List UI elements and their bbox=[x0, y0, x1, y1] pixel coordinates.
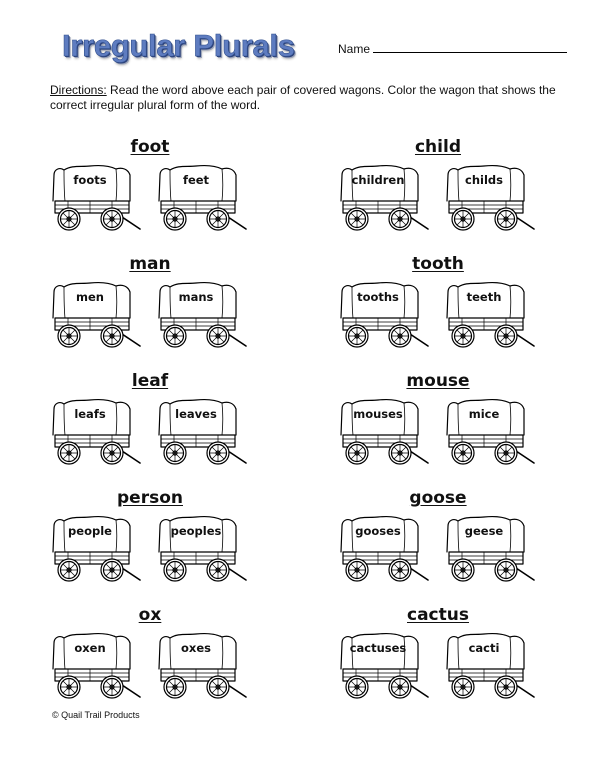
wagon-option[interactable] bbox=[444, 512, 536, 584]
wagon-option[interactable] bbox=[156, 629, 248, 701]
wagon-option[interactable] bbox=[338, 512, 430, 584]
wagon-option-label: foots bbox=[73, 173, 107, 187]
directions-label: Directions: bbox=[50, 83, 107, 97]
worksheet-title: Irregular Plurals bbox=[62, 28, 295, 63]
wagon-option-label: childs bbox=[465, 173, 503, 187]
wagon-option-label: cacti bbox=[468, 641, 500, 655]
wagon-option-label: geese bbox=[464, 524, 504, 538]
group-word: leaf bbox=[131, 371, 169, 391]
wagon-option[interactable] bbox=[156, 512, 248, 584]
wagon-option-label: peoples bbox=[170, 524, 222, 538]
name-label: Name bbox=[338, 42, 371, 56]
group-word: child bbox=[414, 137, 461, 157]
group-word: mouse bbox=[406, 371, 470, 391]
wagon-option[interactable] bbox=[444, 161, 536, 233]
wagon-option[interactable] bbox=[50, 395, 142, 467]
wagon-option-label: mans bbox=[178, 290, 214, 304]
copyright-footer: © Quail Trail Products bbox=[52, 710, 140, 720]
wagon-option[interactable] bbox=[156, 278, 248, 350]
group-word: person bbox=[117, 488, 183, 508]
group-word: man bbox=[129, 254, 171, 274]
wagon-option[interactable] bbox=[50, 629, 142, 701]
wagon-option-label: teeth bbox=[466, 290, 502, 304]
wagon-option-label: leafs bbox=[74, 407, 106, 421]
wagon-option[interactable] bbox=[444, 629, 536, 701]
wagon-option-label: oxen bbox=[74, 641, 106, 655]
group-word: tooth bbox=[412, 254, 464, 274]
wagon-option-label: gooses bbox=[355, 524, 401, 538]
wagon-option-label: oxes bbox=[181, 641, 211, 655]
wagon-option[interactable] bbox=[444, 278, 536, 350]
group-word: goose bbox=[409, 488, 467, 508]
wagon-option-label: feet bbox=[182, 173, 210, 187]
wagon-option[interactable] bbox=[156, 161, 248, 233]
wagon-option-label: cactuses bbox=[349, 641, 407, 655]
wagon-option-label: men bbox=[76, 290, 104, 304]
wagon-option-label: people bbox=[68, 524, 112, 538]
wagon-option-label: children bbox=[351, 173, 405, 187]
group-word: foot bbox=[130, 137, 170, 157]
directions-text: Read the word above each pair of covered wagons. Color the wagon that shows the correct irregular plural form of the word. bbox=[50, 83, 556, 112]
wagon-option-label: mouses bbox=[353, 407, 403, 421]
group-word: cactus bbox=[407, 605, 469, 625]
wagon-option[interactable] bbox=[444, 395, 536, 467]
wagon-option[interactable] bbox=[338, 278, 430, 350]
wagon-option[interactable] bbox=[156, 395, 248, 467]
wagon-option[interactable] bbox=[338, 629, 430, 701]
wagon-option[interactable] bbox=[50, 278, 142, 350]
wagon-option-label: leaves bbox=[175, 407, 217, 421]
wagon-option[interactable] bbox=[338, 395, 430, 467]
group-word: ox bbox=[138, 605, 162, 625]
wagon-option-label: mice bbox=[468, 407, 500, 421]
wagon-option[interactable] bbox=[50, 161, 142, 233]
wagon-option[interactable] bbox=[338, 161, 430, 233]
wagon-option[interactable] bbox=[50, 512, 142, 584]
wagon-option-label: tooths bbox=[357, 290, 399, 304]
